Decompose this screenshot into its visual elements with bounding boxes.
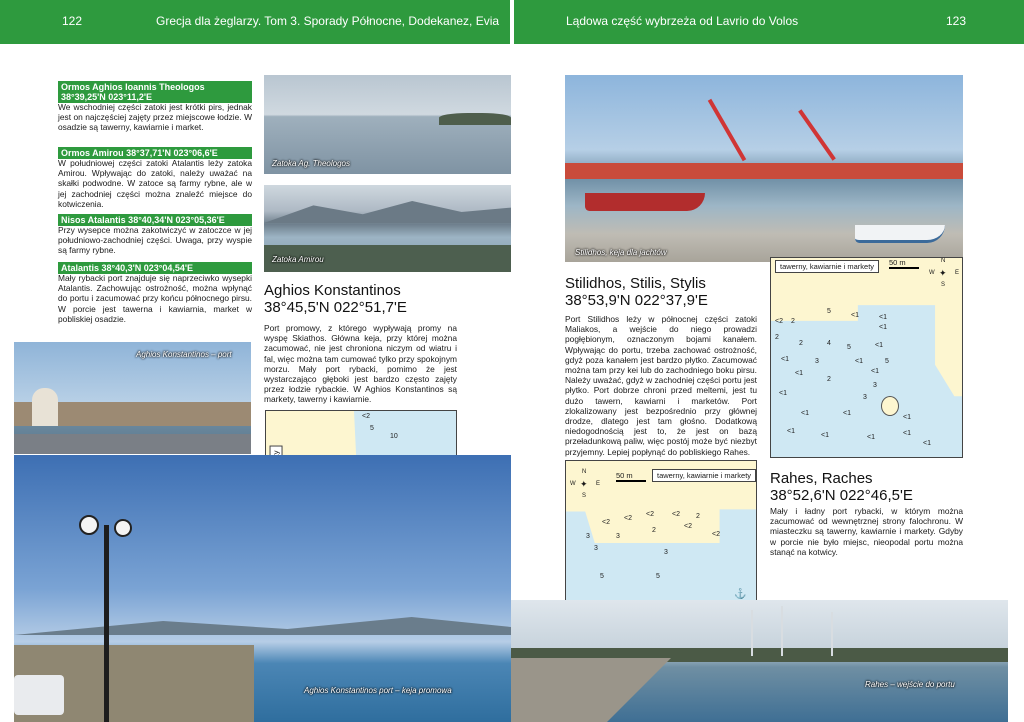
depth-label: <1 — [821, 432, 829, 439]
depth-label: <1 — [781, 356, 789, 363]
stilidhos-coords: 38°53,9'N 022°37,9'E — [565, 292, 708, 309]
depth-label: 2 — [652, 527, 656, 534]
aghios-coords: 38°45,5'N 022°51,7'E — [264, 299, 407, 316]
section-title-theologos: Ormos Aghios Ioannis Theologos 38°39,25'N 023°11,2'E — [58, 81, 252, 103]
map-stilidhos-label: tawerny, kawiarnie i markety — [775, 260, 879, 273]
photo-aghios-keja — [14, 455, 511, 722]
section-text-amirou: W południowej części zatoki Atalantis leży zatoka Amirou. Wpływając do zatoki, należy uważać na skałki podwodne. W zatoce są farmy rybne, ale w jej zachodniej części można znaleźć miejsce do kotwiczenia. — [58, 158, 252, 209]
stilidhos-text: Port Stilidhos leży w północnej części zatoki Maliakos, a wejście do niego prowadzi pogłębionym, oznaczonym bojami kanałem. Wpływając do portu, trzeba zachować ostrożność, gdyż poza kanałem jest bardzo płytko. Zacumować można tam przy kei lub do zachodniego boku pirsu. Należy uważać, gdyż w zachodniej części portu jest płytko. Port dobrze chroni przed meltemi, jest tu dużo tawern, kawiarni i marketów. Port zlokalizowany jest bezpośrednio przy głównej drodze, dlatego jest tam głośno. Dodatkową niedogodnością jest to, że jest on bazą przeładunkową paliw, więc postój może być niezbyt przyjemny. Lepiej popłynąć do pobliskiego Rahes. — [565, 314, 757, 457]
depth-label: <1 — [787, 428, 795, 435]
depth-label: <1 — [879, 314, 887, 321]
depth-label: <1 — [855, 358, 863, 365]
depth-label: <1 — [867, 434, 875, 441]
depth-label: 5 — [885, 358, 889, 365]
depth-label: <1 — [779, 390, 787, 397]
depth-label: 5 — [656, 573, 660, 580]
depth-label: <1 — [875, 342, 883, 349]
right-page-number: 123 — [946, 14, 967, 28]
aghios-text: Port promowy, z którego wypływają promy na wyspę Skiathos. Główna keja, przy której można zacumować, nie jest chroniona niczym od wiatru i fal, więc można tam cumować tylko przy spokojnym morzu. Mały port rybacki, pomimo że jest wystarczająco głęboki jest bardzo często zajęty przez łodzie rybackie. W Aghios Konstantinos są markety, tawerny i kawiarnie. — [264, 323, 457, 405]
map-rahes-label: tawerny, kawiarnie i markety — [652, 469, 756, 482]
rahes-title: Rahes, Raches — [770, 470, 873, 487]
photo-theologos-bay — [264, 75, 511, 174]
depth-label: 4 — [827, 340, 831, 347]
depth-label: 2 — [827, 376, 831, 383]
caption-aghios-port: Aghios Konstantinos – port — [136, 350, 232, 359]
caption-theologos: Zatoka Ag. Theologos — [272, 159, 350, 168]
left-running-title: Grecja dla żeglarzy. Tom 3. Sporady Północne, Dodekanez, Evia — [156, 14, 500, 28]
section-text-theologos: We wschodniej części zatoki jest krótki pirs, jednak jest on najczęściej zajęty przez miejscowe łodzie. W osadzie są tawerny, kawiarnie i market. — [58, 102, 252, 133]
depth-label: <2 — [775, 318, 783, 325]
photo-stilidhos — [565, 75, 963, 262]
left-page-number: 122 — [62, 14, 83, 28]
depth-label: 2 — [799, 340, 803, 347]
section-title-amirou: Ormos Amirou 38°37,71'N 023°06,6'E — [58, 147, 252, 159]
depth-label: 5 — [847, 344, 851, 351]
depth-label: <2 — [684, 523, 692, 530]
caption-stilidhos: Stilidhos, keja dla jachtów — [575, 248, 667, 257]
caption-rahes: Rahes – wejście do portu — [865, 680, 955, 689]
depth-label: <1 — [843, 410, 851, 417]
map-stilidhos-islet — [881, 396, 899, 416]
rahes-text: Mały i ładny port rybacki, w którym można zacumować od wewnętrznej strony falochronu. W miasteczku są tawerny, kawiarnie i markety. Gdyby w porcie nie było miejsc, nieopodal portu można stanąć na kotwicy. — [770, 506, 963, 557]
depth-label: <1 — [851, 312, 859, 319]
depth-label: 3 — [594, 545, 598, 552]
section-title-nisos-atalantis: Nisos Atalantis 38°40,34'N 023°05,36'E — [58, 214, 252, 226]
compass-rose-icon: N W E S ✦ — [929, 258, 960, 288]
depth-label: <1 — [795, 370, 803, 377]
anchor-icon: ⚓ — [734, 589, 747, 600]
map-rahes-scale: 50 m — [616, 471, 646, 482]
section-text-nisos-atalantis: Przy wysepce można zakotwiczyć w zatoczce w jej południowo-zachodniej części. Uwaga, przy wyspie są farmy rybne. — [58, 225, 252, 256]
photo-aghios-port — [14, 342, 251, 454]
depth-label: <2 — [602, 519, 610, 526]
photo-amirou-bay — [264, 185, 511, 272]
section-text-atalantis: Mały rybacki port znajduje się naprzeciwko wysepki Atalantis. Zachowując ostrożność, można wpłynąć do portu i zacumować przy końcu północnego pirsu. W porcie jest tawerna i kawiarnia, market w pobliskiej osadzie. — [58, 273, 252, 324]
depth-label: 5 — [600, 573, 604, 580]
depth-label: 10 — [390, 433, 398, 440]
depth-label: <1 — [801, 410, 809, 417]
section-title-atalantis: Atalantis 38°40,3'N 023°04,54'E — [58, 262, 252, 274]
depth-label: <2 — [646, 511, 654, 518]
caption-amirou: Zatoka Amirou — [272, 255, 324, 264]
depth-label: <1 — [903, 430, 911, 437]
depth-label: <2 — [672, 511, 680, 518]
depth-label: <1 — [871, 368, 879, 375]
depth-label: 2 — [696, 513, 700, 520]
stilidhos-title: Stilidhos, Stilis, Stylis — [565, 275, 706, 292]
depth-label: 3 — [586, 533, 590, 540]
map-rahes — [565, 460, 757, 605]
caption-aghios-keja: Aghios Konstantinos port – keja promowa — [304, 686, 452, 695]
page-gutter — [510, 0, 514, 44]
aghios-title: Aghios Konstantinos — [264, 282, 401, 299]
depth-label: 3 — [863, 394, 867, 401]
depth-label: 5 — [370, 425, 374, 432]
depth-label: 3 — [664, 549, 668, 556]
map-stilidhos — [770, 257, 963, 458]
photo-rahes — [511, 600, 1008, 722]
depth-label: <1 — [879, 324, 887, 331]
depth-label: 2 — [791, 318, 795, 325]
depth-label: 3 — [616, 533, 620, 540]
compass-rose-icon: N W E S ✦ — [570, 469, 601, 499]
depth-label: <2 — [362, 413, 370, 420]
right-running-title: Lądowa część wybrzeża od Lavrio do Volos — [566, 14, 799, 28]
depth-label: <2 — [624, 515, 632, 522]
depth-label: 5 — [827, 308, 831, 315]
depth-label: <1 — [923, 440, 931, 447]
map-stilidhos-scale: 50 m — [889, 258, 919, 269]
depth-label: <1 — [903, 414, 911, 421]
depth-label: 3 — [873, 382, 877, 389]
depth-label: 2 — [775, 334, 779, 341]
depth-label: 3 — [815, 358, 819, 365]
depth-label: <2 — [712, 531, 720, 538]
rahes-coords: 38°52,6'N 022°46,5'E — [770, 487, 913, 504]
